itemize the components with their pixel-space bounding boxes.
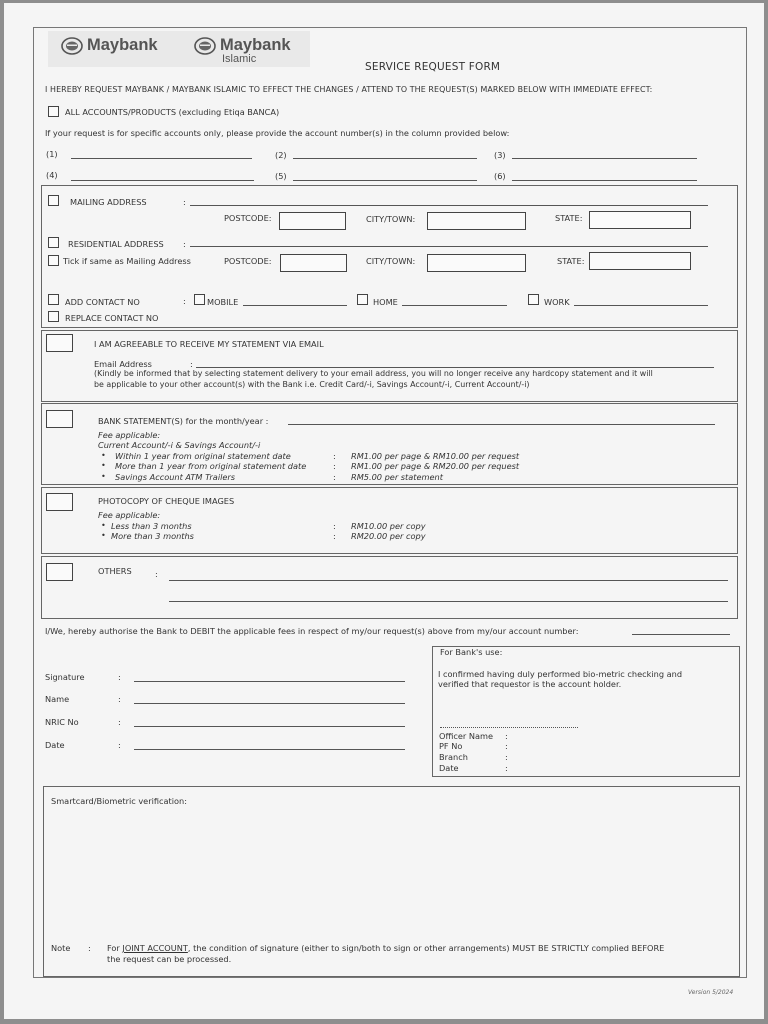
branch-label: Branch xyxy=(439,752,468,762)
residential-address-line[interactable] xyxy=(190,246,708,247)
account-label: (4) xyxy=(46,170,58,180)
mobile-label: MOBILE xyxy=(207,297,239,307)
bank-statement-checkbox[interactable] xyxy=(46,410,73,428)
colon: : xyxy=(118,672,121,682)
mailing-city-field[interactable] xyxy=(427,212,526,230)
smartcard-label: Smartcard/Biometric verification: xyxy=(51,796,187,806)
maybank-logo xyxy=(61,36,158,55)
replace-contact-checkbox[interactable] xyxy=(48,311,59,322)
fee-applicable-label: Fee applicable: xyxy=(98,430,161,440)
others-line[interactable] xyxy=(169,601,728,602)
colon: : xyxy=(333,472,336,482)
fee-item-label: More than 1 year from original statement date xyxy=(115,461,307,471)
colon: : xyxy=(333,531,336,541)
mobile-checkbox[interactable] xyxy=(194,294,205,305)
colon: : xyxy=(333,451,336,461)
colon: : xyxy=(118,740,121,750)
home-number-line[interactable] xyxy=(402,305,507,306)
replace-contact-label: REPLACE CONTACT NO xyxy=(65,313,159,323)
colon: : xyxy=(505,741,508,751)
fee-item-price: RM1.00 per page & RM10.00 per request xyxy=(351,451,520,461)
state-label: STATE: xyxy=(557,256,585,266)
postcode-label: POSTCODE: xyxy=(224,256,272,266)
fee-item-label: Less than 3 months xyxy=(111,521,192,531)
debit-account-line[interactable] xyxy=(632,634,730,635)
others-title: OTHERS xyxy=(98,566,132,576)
authorise-statement: I/We, hereby authorise the Bank to DEBIT the applicable fees in respect of my/our request(s) above from my/our account number: xyxy=(45,626,579,636)
date-label: Date xyxy=(45,740,65,750)
bank-statement-title: BANK STATEMENT(S) for the month/year : xyxy=(98,416,269,426)
email-note-line2: be applicable to your other account(s) with the Bank i.e. Credit Card/-i, Savings Account/-i, Current Account/-i) xyxy=(94,380,530,389)
note-rest: , the condition of signature (either to sign/both to sign or other arrangements) MUST BE STRICTLY complied BEFORE xyxy=(187,943,665,953)
name-label: Name xyxy=(45,694,70,704)
officer-signature-line[interactable] xyxy=(440,727,578,728)
officer-name-label: Officer Name xyxy=(439,731,494,741)
colon: : xyxy=(118,717,121,727)
home-checkbox[interactable] xyxy=(357,294,368,305)
colon: : xyxy=(155,569,158,579)
nric-label: NRIC No xyxy=(45,717,79,727)
bank-use-box xyxy=(432,646,740,777)
account-number-line[interactable] xyxy=(293,158,477,159)
residential-city-field[interactable] xyxy=(427,254,526,272)
state-label: STATE: xyxy=(555,213,583,223)
note-text-line2: the request can be processed. xyxy=(107,954,232,964)
work-label: WORK xyxy=(544,297,570,307)
month-year-line[interactable] xyxy=(288,424,715,425)
fee-item-price: RM20.00 per copy xyxy=(351,531,426,541)
account-number-line[interactable] xyxy=(512,158,697,159)
signature-label: Signature xyxy=(45,672,85,682)
colon: : xyxy=(88,943,91,953)
mailing-address-line[interactable] xyxy=(190,205,708,206)
account-label: (1) xyxy=(46,149,58,159)
email-note-line1: (Kindly be informed that by selecting statement delivery to your email address, you will no longer receive any hardcopy statement and it will xyxy=(94,369,653,378)
colon: : xyxy=(183,296,186,306)
fee-item-label: Within 1 year from original statement date xyxy=(115,451,291,461)
bullet: • xyxy=(101,460,106,470)
colon: : xyxy=(183,239,186,249)
work-number-line[interactable] xyxy=(574,305,708,306)
joint-account-text: JOINT ACCOUNT xyxy=(122,943,188,953)
cheque-checkbox[interactable] xyxy=(46,493,73,511)
account-number-line[interactable] xyxy=(512,180,697,181)
mailing-address-checkbox[interactable] xyxy=(48,195,59,206)
city-label: CITY/TOWN: xyxy=(366,214,416,224)
residential-state-field[interactable] xyxy=(589,252,691,270)
fee-item-label: Savings Account ATM Trailers xyxy=(115,472,236,482)
email-address-line[interactable] xyxy=(196,367,714,368)
colon: : xyxy=(333,461,336,471)
residential-address-label: RESIDENTIAL ADDRESS xyxy=(68,239,164,249)
bullet: • xyxy=(101,520,106,530)
mobile-number-line[interactable] xyxy=(243,305,347,306)
colon: : xyxy=(190,359,193,369)
cheque-title: PHOTOCOPY OF CHEQUE IMAGES xyxy=(98,496,235,506)
residential-address-checkbox[interactable] xyxy=(48,237,59,248)
same-as-mailing-checkbox[interactable] xyxy=(48,255,59,266)
maybank-islamic-logo xyxy=(194,36,291,65)
colon: : xyxy=(505,752,508,762)
fee-item-price: RM5.00 per statement xyxy=(351,472,443,482)
postcode-label: POSTCODE: xyxy=(224,213,272,223)
add-contact-label: ADD CONTACT NO xyxy=(65,297,140,307)
fee-item-price: RM1.00 per page & RM20.00 per request xyxy=(351,461,520,471)
bullet: • xyxy=(101,450,106,460)
request-statement: I HEREBY REQUEST MAYBANK / MAYBANK ISLAMIC TO EFFECT THE CHANGES / ATTEND TO THE REQUEST(S) MARKED BELOW WITH IMMEDIATE EFFECT: xyxy=(45,85,653,94)
version-label: Version 5/2024 xyxy=(688,989,734,996)
colon: : xyxy=(118,694,121,704)
bank-use-statement-line2: verified that requestor is the account holder. xyxy=(438,679,622,689)
bank-use-title: For Bank's use: xyxy=(440,647,503,657)
name-line[interactable] xyxy=(134,703,405,704)
note-text xyxy=(107,943,664,953)
form-title: SERVICE REQUEST FORM xyxy=(365,61,501,73)
account-label: (2) xyxy=(275,150,287,160)
nric-line[interactable] xyxy=(134,726,405,727)
account-number-line[interactable] xyxy=(293,180,477,181)
note-prefix: For xyxy=(107,943,120,953)
colon: : xyxy=(505,731,508,741)
bank-use-statement-line1: I confirmed having duly performed bio-metric checking and xyxy=(438,669,683,679)
add-contact-checkbox[interactable] xyxy=(48,294,59,305)
note-label: Note xyxy=(51,943,71,953)
account-label: (6) xyxy=(494,171,506,181)
home-label: HOME xyxy=(373,297,398,307)
all-accounts-checkbox[interactable] xyxy=(48,106,59,117)
email-statement-checkbox[interactable] xyxy=(46,334,73,352)
others-line[interactable] xyxy=(169,580,728,581)
logo-islamic-label: Islamic xyxy=(222,53,257,65)
work-checkbox[interactable] xyxy=(528,294,539,305)
city-label: CITY/TOWN: xyxy=(366,256,416,266)
tiger-emblem-icon xyxy=(194,37,216,55)
bank-date-label: Date xyxy=(439,763,459,773)
account-number-line[interactable] xyxy=(71,180,254,181)
tiger-emblem-icon xyxy=(61,37,83,55)
mailing-postcode-field[interactable] xyxy=(279,212,346,230)
residential-postcode-field[interactable] xyxy=(280,254,347,272)
date-line[interactable] xyxy=(134,749,405,750)
fee-item-price: RM10.00 per copy xyxy=(351,521,426,531)
fee-item-label: More than 3 months xyxy=(111,531,194,541)
mailing-state-field[interactable] xyxy=(589,211,691,229)
colon: : xyxy=(333,521,336,531)
mailing-address-label: MAILING ADDRESS xyxy=(70,197,147,207)
others-checkbox[interactable] xyxy=(46,563,73,581)
fee-subheading: Current Account/-i & Savings Account/-i xyxy=(98,440,261,450)
specific-accounts-note: If your request is for specific accounts only, please provide the account number(s) in the column provided below: xyxy=(45,128,510,138)
same-as-mailing-label: Tick if same as Mailing Address xyxy=(63,256,191,266)
email-address-label: Email Address xyxy=(94,359,152,369)
fee-applicable-label: Fee applicable: xyxy=(98,510,161,520)
pf-no-label: PF No xyxy=(439,741,463,751)
bullet: • xyxy=(101,530,106,540)
email-section-title: I AM AGREEABLE TO RECEIVE MY STATEMENT VIA EMAIL xyxy=(94,339,324,349)
account-label: (3) xyxy=(494,150,506,160)
logo-wordmark: Maybank xyxy=(87,36,158,54)
colon: : xyxy=(505,763,508,773)
account-number-line[interactable] xyxy=(71,158,252,159)
logo-wordmark: Maybank xyxy=(220,36,291,54)
colon: : xyxy=(183,197,186,207)
account-label: (5) xyxy=(275,171,287,181)
signature-line[interactable] xyxy=(134,681,405,682)
all-accounts-label: ALL ACCOUNTS/PRODUCTS (excluding Etiqa BANCA) xyxy=(65,107,280,117)
others-section xyxy=(41,556,738,619)
bullet: • xyxy=(101,471,106,481)
